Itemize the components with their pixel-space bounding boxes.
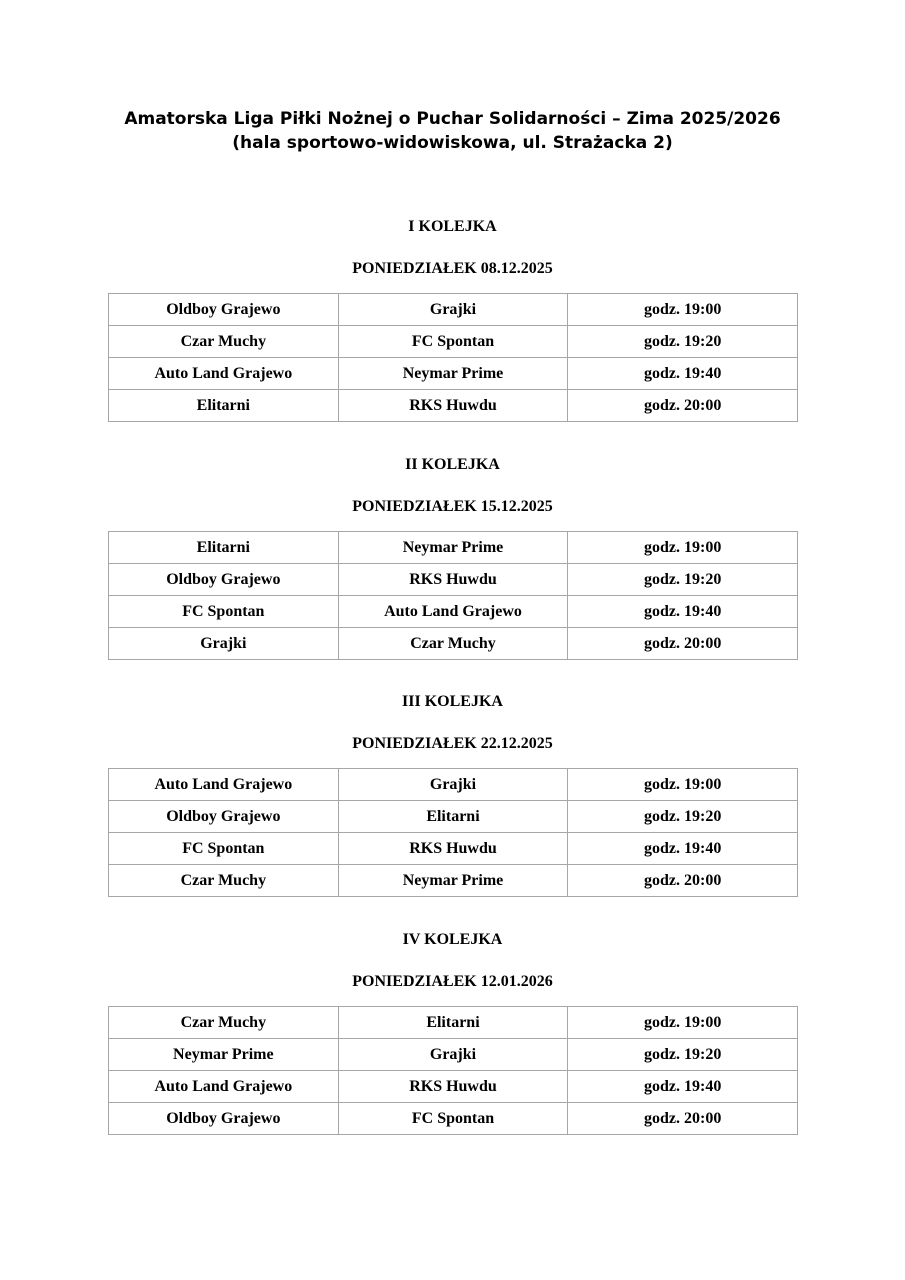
round-title: IV KOLEJKA bbox=[402, 931, 503, 948]
match-time: godz. 19:20 bbox=[568, 801, 798, 833]
fixtures-table bbox=[108, 293, 798, 422]
table-row bbox=[109, 865, 798, 897]
home-team: Auto Land Grajewo bbox=[109, 769, 339, 801]
table-row bbox=[109, 833, 798, 865]
away-team: Auto Land Grajewo bbox=[338, 596, 568, 628]
match-time: godz. 19:40 bbox=[568, 1071, 798, 1103]
match-time: godz. 20:00 bbox=[568, 390, 798, 422]
table-row bbox=[109, 1007, 798, 1039]
away-team: Grajki bbox=[338, 769, 568, 801]
home-team: Czar Muchy bbox=[109, 1007, 339, 1039]
fixtures-table bbox=[108, 1006, 798, 1135]
table-row bbox=[109, 358, 798, 390]
home-team: Elitarni bbox=[109, 390, 339, 422]
home-team: Czar Muchy bbox=[109, 326, 339, 358]
round-date: PONIEDZIAŁEK 12.01.2026 bbox=[352, 973, 553, 990]
away-team: FC Spontan bbox=[338, 1103, 568, 1135]
table-row bbox=[109, 1071, 798, 1103]
round-title: III KOLEJKA bbox=[402, 693, 503, 710]
document-header bbox=[0, 107, 905, 155]
table-row bbox=[109, 596, 798, 628]
home-team: FC Spontan bbox=[109, 596, 339, 628]
away-team: RKS Huwdu bbox=[338, 833, 568, 865]
away-team: Neymar Prime bbox=[338, 865, 568, 897]
home-team: Oldboy Grajewo bbox=[109, 294, 339, 326]
round-title: II KOLEJKA bbox=[405, 456, 500, 473]
home-team: Czar Muchy bbox=[109, 865, 339, 897]
away-team: Grajki bbox=[338, 294, 568, 326]
document-subtitle: (hala sportowo-widowiskowa, ul. Strażacka 2) bbox=[232, 133, 673, 153]
table-row bbox=[109, 1103, 798, 1135]
match-time: godz. 19:20 bbox=[568, 326, 798, 358]
table-row bbox=[109, 801, 798, 833]
table-row bbox=[109, 326, 798, 358]
home-team: Oldboy Grajewo bbox=[109, 564, 339, 596]
table-row bbox=[109, 390, 798, 422]
match-time: godz. 19:20 bbox=[568, 564, 798, 596]
home-team: Oldboy Grajewo bbox=[109, 1103, 339, 1135]
match-time: godz. 19:40 bbox=[568, 833, 798, 865]
match-time: godz. 19:20 bbox=[568, 1039, 798, 1071]
home-team: Auto Land Grajewo bbox=[109, 1071, 339, 1103]
fixtures-table bbox=[108, 531, 798, 660]
match-time: godz. 19:00 bbox=[568, 532, 798, 564]
match-time: godz. 19:40 bbox=[568, 596, 798, 628]
table-row bbox=[109, 769, 798, 801]
home-team: FC Spontan bbox=[109, 833, 339, 865]
table-row bbox=[109, 564, 798, 596]
away-team: Elitarni bbox=[338, 1007, 568, 1039]
table-row bbox=[109, 532, 798, 564]
round-date: PONIEDZIAŁEK 08.12.2025 bbox=[352, 260, 553, 277]
match-time: godz. 19:00 bbox=[568, 294, 798, 326]
fixtures-table bbox=[108, 768, 798, 897]
away-team: Neymar Prime bbox=[338, 358, 568, 390]
away-team: Neymar Prime bbox=[338, 532, 568, 564]
home-team: Neymar Prime bbox=[109, 1039, 339, 1071]
away-team: FC Spontan bbox=[338, 326, 568, 358]
round-title: I KOLEJKA bbox=[408, 218, 497, 235]
round-date: PONIEDZIAŁEK 22.12.2025 bbox=[352, 735, 553, 752]
table-row bbox=[109, 628, 798, 660]
table-row bbox=[109, 294, 798, 326]
home-team: Grajki bbox=[109, 628, 339, 660]
match-time: godz. 20:00 bbox=[568, 628, 798, 660]
match-time: godz. 19:40 bbox=[568, 358, 798, 390]
match-time: godz. 19:00 bbox=[568, 1007, 798, 1039]
away-team: Elitarni bbox=[338, 801, 568, 833]
away-team: RKS Huwdu bbox=[338, 1071, 568, 1103]
table-row bbox=[109, 1039, 798, 1071]
home-team: Oldboy Grajewo bbox=[109, 801, 339, 833]
document-title: Amatorska Liga Piłki Nożnej o Puchar Solidarności – Zima 2025/2026 bbox=[124, 109, 781, 129]
home-team: Elitarni bbox=[109, 532, 339, 564]
away-team: RKS Huwdu bbox=[338, 390, 568, 422]
match-time: godz. 19:00 bbox=[568, 769, 798, 801]
match-time: godz. 20:00 bbox=[568, 1103, 798, 1135]
round-date: PONIEDZIAŁEK 15.12.2025 bbox=[352, 498, 553, 515]
away-team: Czar Muchy bbox=[338, 628, 568, 660]
away-team: RKS Huwdu bbox=[338, 564, 568, 596]
home-team: Auto Land Grajewo bbox=[109, 358, 339, 390]
match-time: godz. 20:00 bbox=[568, 865, 798, 897]
away-team: Grajki bbox=[338, 1039, 568, 1071]
